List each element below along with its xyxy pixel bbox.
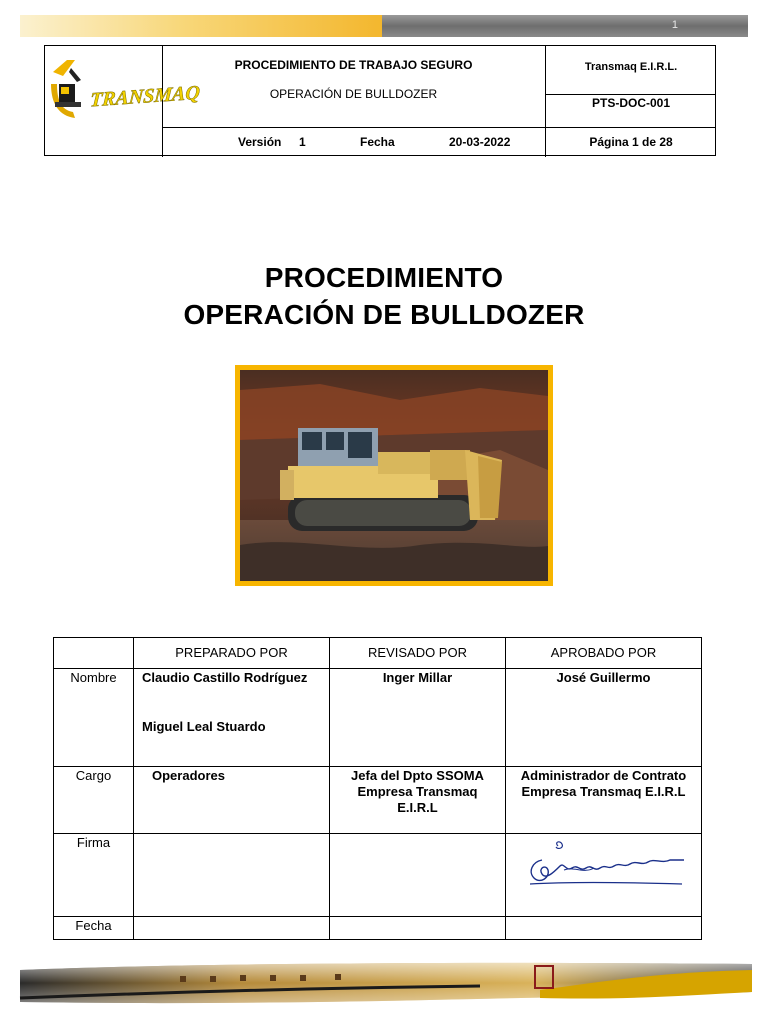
doc-subject: OPERACIÓN DE BULLDOZER — [269, 87, 438, 101]
date-value: 20-03-2022 — [449, 135, 511, 149]
reviewed-by-role-line-1: Jefa del Dpto SSOMA — [351, 768, 484, 783]
bulldozer-photo — [235, 365, 553, 586]
document-title-line-2: OPERACIÓN DE BULLDOZER — [183, 299, 585, 330]
footer-banner — [20, 962, 752, 1008]
document-header-table — [44, 45, 716, 156]
version-label: Versión — [238, 135, 282, 149]
document-title-line-1: PROCEDIMIENTO — [264, 262, 504, 293]
date-label: Fecha — [360, 135, 395, 149]
column-header-revisado: REVISADO POR — [368, 645, 467, 660]
row-label-cargo: Cargo — [75, 768, 112, 783]
page-number: 1 — [671, 19, 678, 31]
reviewed-by-name: Inger Millar — [382, 670, 453, 685]
column-header-preparado: PREPARADO POR — [175, 645, 288, 660]
transmaq-logo — [49, 54, 201, 124]
approver-signature — [524, 838, 689, 898]
top-header-bar — [20, 15, 748, 37]
row-label-nombre: Nombre — [70, 670, 117, 685]
column-header-aprobado: APROBADO POR — [550, 645, 657, 660]
version-value: 1 — [299, 135, 306, 149]
approved-by-role — [506, 768, 701, 800]
prepared-by-name-2: Miguel Leal Stuardo — [142, 719, 266, 734]
approved-by-name: José Guillermo — [556, 670, 651, 685]
company-name: Transmaq E.I.R.L. — [584, 61, 678, 73]
top-bar-gold-segment — [20, 15, 382, 37]
row-label-fecha: Fecha — [75, 918, 112, 933]
prepared-by-role: Operadores — [152, 768, 225, 783]
doc-type: PROCEDIMIENTO DE TRABAJO SEGURO — [234, 58, 473, 72]
logo-text: TRANSMAQ — [89, 81, 201, 112]
approved-by-role-line-1: Administrador de Contrato — [520, 768, 687, 783]
document-code: PTS-DOC-001 — [591, 96, 671, 110]
top-bar-grey-segment — [382, 15, 748, 37]
prepared-by-name-1: Claudio Castillo Rodríguez — [142, 670, 308, 685]
page-count: Página 1 de 28 — [589, 135, 673, 149]
row-label-firma: Firma — [76, 835, 111, 850]
approved-by-role-line-2: Empresa Transmaq E.I.R.L — [521, 784, 686, 799]
reviewed-by-role — [330, 768, 505, 816]
approvals-table — [53, 637, 702, 940]
reviewed-by-role-line-3: E.I.R.L — [397, 800, 438, 815]
reviewed-by-role-line-2: Empresa Transmaq — [357, 784, 478, 799]
